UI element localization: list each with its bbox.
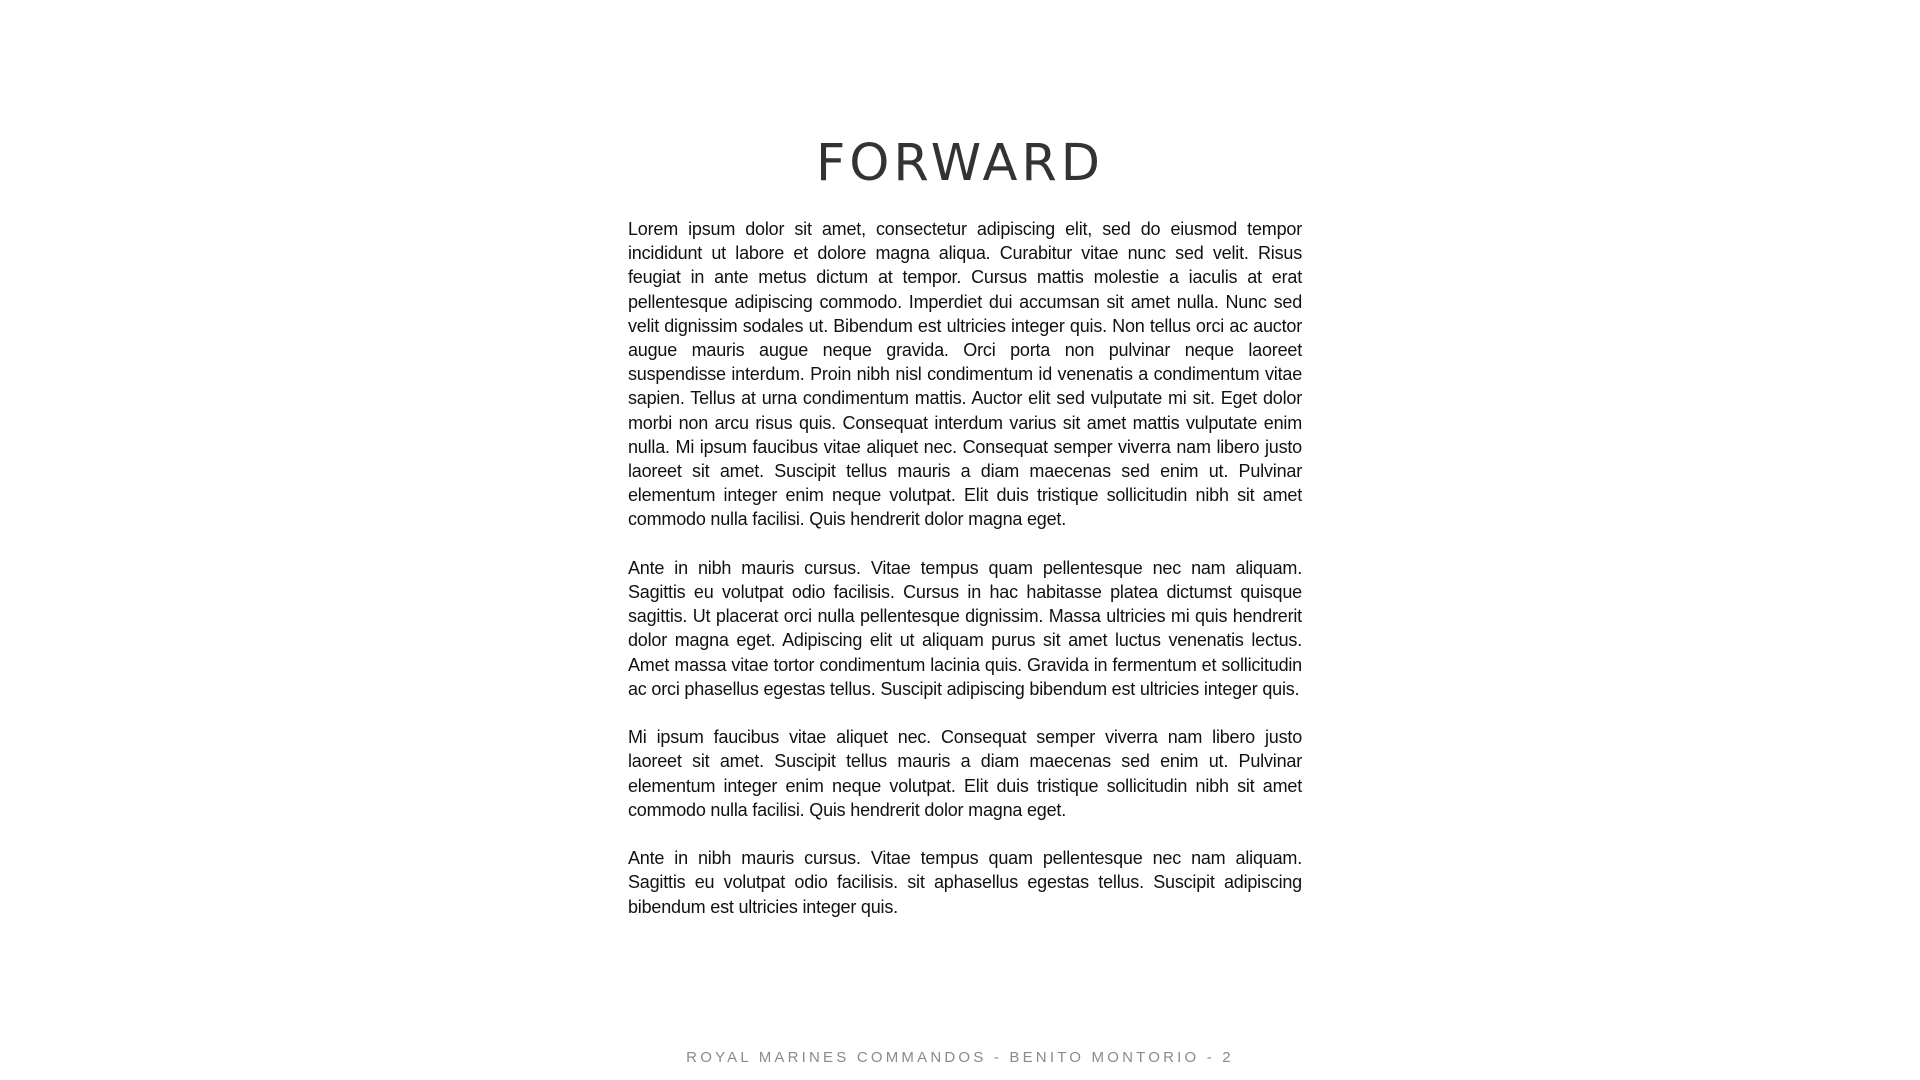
paragraph-1: Lorem ipsum dolor sit amet, consectetur adipiscing elit, sed do eiusmod tempor incididunt ut labore et dolore magna aliqua. Curabitur vitae nunc sed velit. Risus feugiat in ante metus dictum at tempor. Cursus mattis molestie a iaculis at erat pellentesque adipiscing commodo. Imperdiet dui accumsan sit amet nulla. Nunc sed velit dignissim sodales ut. Bibendum est ultricies integer quis. Non tellus orci ac auctor augue mauris augue neque gravida. Orci porta non pulvinar neque laoreet suspendisse interdum. Proin nibh nisl condimentum id venenatis a condimentum vitae sapien. Tellus at urna condimentum mattis. Auctor elit sed vulputate mi sit. Eget dolor morbi non arcu risus quis. Consequat interdum varius sit amet mattis vulputate enim nulla. Mi ipsum faucibus vitae aliquet nec. Consequat semper viverra nam libero justo laoreet sit amet. Suscipit tellus mauris a diam maecenas sed enim ut. Pulvinar elementum integer enim neque volutpat. Elit duis tristique sollicitudin nibh sit amet commodo nulla facilisi. Quis hendrerit dolor magna eget. [628, 219, 1302, 530]
body-text [628, 217, 1302, 943]
paragraph-3: Mi ipsum faucibus vitae aliquet nec. Consequat semper viverra nam libero justo laoreet sit amet. Suscipit tellus mauris a diam maecenas sed enim ut. Pulvinar elementum integer enim neque volutpat. Elit duis tristique sollicitudin nibh sit amet commodo nulla facilisi. Quis hendrerit dolor magna eget. [628, 727, 1302, 820]
paragraph-2: Ante in nibh mauris cursus. Vitae tempus quam pellentesque nec nam aliquam. Sagittis eu volutpat odio facilisis. Cursus in hac habitasse platea dictumst quisque sagittis. Ut placerat orci nulla pellentesque dignissim. Massa ultricies mi quis hendrerit dolor magna eget. Adipiscing elit ut aliquam purus sit amet luctus venenatis lectus. Amet massa vitae tortor condimentum lacinia quis. Gravida in fermentum et sollicitudin ac orci phasellus egestas tellus. Suscipit adipiscing bibendum est ultricies integer quis. [628, 557, 1302, 699]
page-title: FORWARD [815, 134, 1105, 193]
page-footer: ROYAL MARINES COMMANDOS - BENITO MONTORIO - 2 [686, 1049, 1234, 1066]
paragraph-4: Ante in nibh mauris cursus. Vitae tempus quam pellentesque nec nam aliquam. Sagittis eu volutpat odio facilisis. sit aphasellus egestas tellus. Suscipit adipiscing bibendum est ultricies integer quis. [628, 848, 1302, 917]
